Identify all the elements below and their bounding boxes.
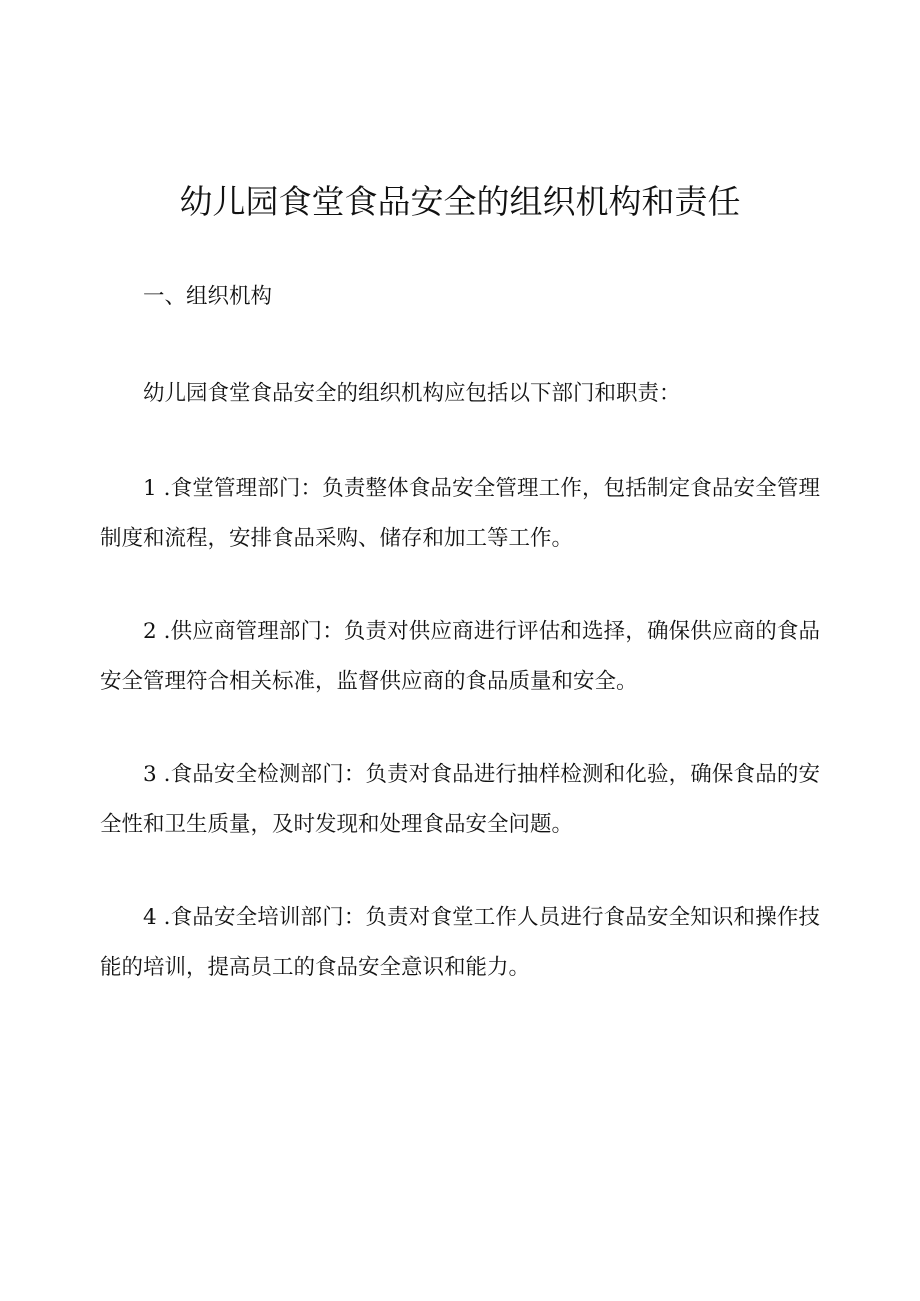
- section-heading: 一、组织机构: [143, 284, 273, 309]
- list-item: 3 .食品安全检测部门：负责对食品进行抽样检测和化验，确保食品的安全性和卫生质量，及时发现和处理食品安全问题。: [100, 762, 820, 837]
- list-item: 4 .食品安全培训部门：负责对食堂工作人员进行食品安全知识和操作技能的培训，提高员工的食品安全意识和能力。: [100, 905, 820, 980]
- list-item: 1 .食堂管理部门：负责整体食品安全管理工作，包括制定食品安全管理制度和流程，安排食品采购、储存和加工等工作。: [100, 476, 820, 551]
- document-title: 幼儿园食堂食品安全的组织机构和责任: [179, 182, 741, 221]
- list-item: 2 .供应商管理部门：负责对供应商进行评估和选择，确保供应商的食品安全管理符合相关标准，监督供应商的食品质量和安全。: [100, 619, 820, 694]
- intro-paragraph: 幼儿园食堂食品安全的组织机构应包括以下部门和职责：: [143, 381, 681, 406]
